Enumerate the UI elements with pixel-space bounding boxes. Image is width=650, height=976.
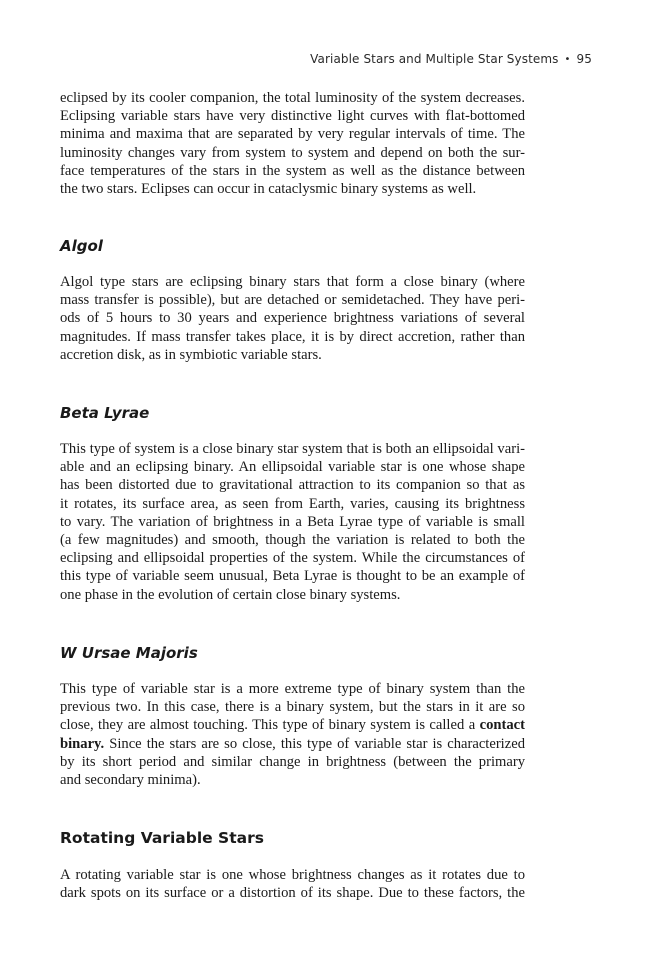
text-line: it rotates, its surface area, as seen from Earth, varies, causing its brightness bbox=[60, 495, 525, 512]
text-line: This type of system is a close binary star system that is both an ellipsoidal vari- bbox=[60, 441, 525, 457]
text-line: magnitudes. If mass transfer takes place, it is by direct accretion, rather than bbox=[60, 328, 525, 345]
page-number: 95 bbox=[576, 52, 592, 66]
text-line: and secondary minima). bbox=[60, 772, 201, 789]
intro-paragraph bbox=[60, 89, 525, 198]
text-line: face temperatures of the stars in the system as well as the distance between bbox=[60, 162, 525, 179]
text-line: minima and maxima that are separated by very regular intervals of time. The bbox=[60, 126, 525, 143]
running-head bbox=[310, 52, 592, 66]
text-line: previous two. In this case, there is a binary system, but the stars in it are so bbox=[60, 699, 525, 716]
text-line bbox=[60, 716, 525, 734]
text-line: one phase in the evolution of certain close binary systems. bbox=[60, 586, 401, 603]
w-ursae-majoris-heading: W Ursae Majoris bbox=[60, 644, 198, 662]
text-line: ods of 5 hours to 30 years and experience brightness variations of several bbox=[60, 310, 525, 327]
running-head-separator: • bbox=[564, 54, 571, 65]
text-line: by its short period and similar change in brightness (between the primary bbox=[60, 753, 525, 770]
text-line: (a few magnitudes) and smooth, though the variation is related to both the bbox=[60, 532, 525, 549]
contact-binary-term: binary. bbox=[60, 735, 105, 752]
text-line: A rotating variable star is one whose brightness changes as it rotates due to bbox=[60, 867, 525, 883]
w-ursae-majoris-paragraph bbox=[60, 680, 525, 789]
text-line: Eclipsing variable stars have very distinctive light curves with flat-bottomed bbox=[60, 108, 525, 125]
text-line: able and an eclipsing binary. An ellipsoidal variable star is one whose shape bbox=[60, 459, 525, 476]
text-line: accretion disk, as in symbiotic variable stars. bbox=[60, 346, 322, 363]
text-line: eclipsing and ellipsoidal properties of the system. While the circumstances of bbox=[60, 550, 525, 567]
text-line: Algol type stars are eclipsing binary stars that form a close binary (where bbox=[60, 274, 525, 290]
text-line: This type of variable star is a more extreme type of binary system than the bbox=[60, 681, 525, 697]
text-line: dark spots on its surface or a distortion of its shape. Due to these factors, the bbox=[60, 885, 525, 902]
rotating-variable-stars-heading: Rotating Variable Stars bbox=[60, 829, 264, 847]
text-line bbox=[60, 735, 525, 753]
algol-heading: Algol bbox=[60, 237, 103, 255]
text-line: eclipsed by its cooler companion, the total luminosity of the system decreases. bbox=[60, 90, 525, 106]
algol-paragraph bbox=[60, 273, 525, 364]
text-line: the two stars. Eclipses can occur in cataclysmic binary systems as well. bbox=[60, 181, 477, 198]
text-segment: Since the stars are so close, this type of variable star is characterized bbox=[104, 735, 525, 752]
beta-lyrae-paragraph bbox=[60, 440, 525, 604]
rotating-paragraph bbox=[60, 866, 525, 902]
text-segment: close, they are almost touching. This type of binary system is called a bbox=[60, 717, 480, 734]
text-line: has been distorted due to gravitational attraction to its companion so that as bbox=[60, 477, 525, 494]
text-line: to vary. The variation of brightness in a Beta Lyrae type of variable is small bbox=[60, 513, 525, 530]
running-head-title: Variable Stars and Multiple Star Systems bbox=[310, 52, 559, 66]
text-line: luminosity changes vary from system to system and depend on both the sur- bbox=[60, 144, 525, 161]
beta-lyrae-heading: Beta Lyrae bbox=[60, 404, 150, 422]
text-line: mass transfer is possible), but are detached or semidetached. They have peri- bbox=[60, 292, 525, 309]
text-line: this type of variable seem unusual, Beta Lyrae is thought to be an example of bbox=[60, 568, 525, 585]
contact-binary-term: contact bbox=[479, 717, 525, 734]
